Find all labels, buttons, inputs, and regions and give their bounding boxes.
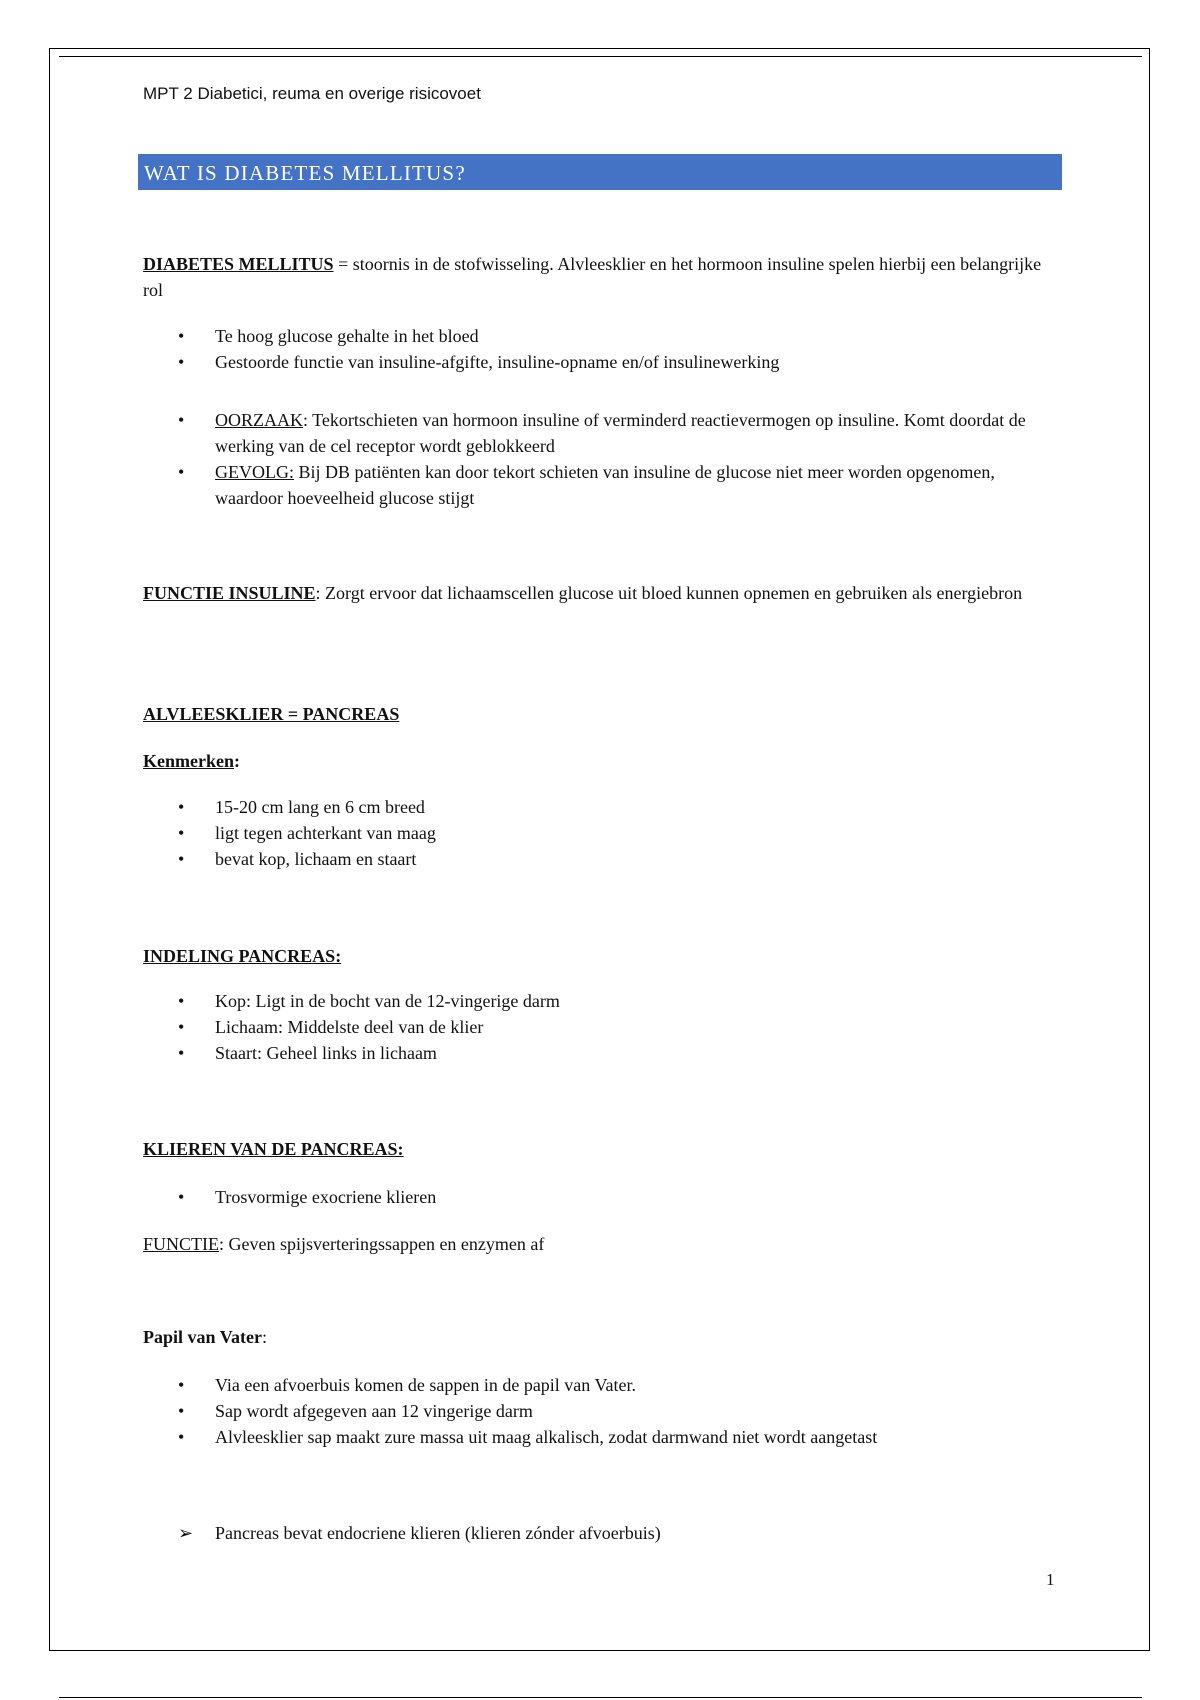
insuline-function: [143, 580, 1063, 606]
insuline-label: FUNCTIE INSULINE: [143, 583, 316, 603]
list-item: ➢ Pancreas bevat endocriene klieren (klieren zónder afvoerbuis): [143, 1520, 1063, 1546]
bullet-icon: •: [178, 1043, 185, 1063]
klieren-list: [143, 1184, 1063, 1210]
indeling-list: [143, 988, 1063, 1066]
list-item: • 15-20 cm lang en 6 cm breed: [143, 794, 1063, 820]
bullet-icon: •: [178, 326, 185, 346]
list-item: • ligt tegen achterkant van maag: [143, 820, 1063, 846]
bullet-icon: •: [178, 1017, 185, 1037]
list-item: • Alvleesklier sap maakt zure massa uit maag alkalisch, zodat darmwand niet wordt aangetast: [143, 1424, 1063, 1450]
dm-term: DIABETES MELLITUS: [143, 254, 334, 274]
list-item: • Trosvormige exocriene klieren: [143, 1184, 1063, 1210]
bullet-icon: •: [178, 991, 185, 1011]
section-title: WAT IS DIABETES MELLITUS?: [144, 161, 466, 185]
bullet-icon: •: [178, 1427, 185, 1447]
bullet-icon: •: [178, 797, 185, 817]
bullet-icon: •: [178, 1401, 185, 1421]
bullet-icon: •: [178, 352, 185, 372]
document-header: MPT 2 Diabetici, reuma en overige risicovoet: [143, 84, 481, 103]
list-item: • Te hoog glucose gehalte in het bloed: [143, 323, 1063, 349]
dm-bullets: [143, 323, 1063, 375]
dm-cause-effect: [143, 407, 1063, 511]
bottom-rule: [59, 1697, 1142, 1698]
list-item: • Staart: Geheel links in lichaam: [143, 1040, 1063, 1066]
endocrien-note: [143, 1520, 1063, 1546]
kenmerken-list: [143, 794, 1063, 872]
list-item-oorzaak: • OORZAAK: Tekortschieten van hormoon insuline of verminderd reactievermogen op insuline. Komt doordat de werking van de cel receptor wordt geblokkeerd: [143, 407, 1063, 459]
pancreas-heading: ALVLEESKLIER = PANCREAS: [143, 704, 400, 724]
bullet-icon: •: [178, 410, 185, 430]
list-item: • Kop: Ligt in de bocht van de 12-vingerige darm: [143, 988, 1063, 1014]
section-banner: [138, 154, 1062, 190]
klieren-heading: KLIEREN VAN DE PANCREAS:: [143, 1139, 404, 1159]
papil-list: [143, 1372, 1063, 1450]
kenmerken-label: Kenmerken:: [143, 751, 240, 771]
bullet-icon: •: [178, 1375, 185, 1395]
bullet-icon: •: [178, 849, 185, 869]
list-item: • bevat kop, lichaam en staart: [143, 846, 1063, 872]
insuline-text: : Zorgt ervoor dat lichaamscellen glucose uit bloed kunnen opnemen en gebruiken als energiebron: [315, 583, 1023, 603]
dm-definition: [143, 251, 1063, 303]
klieren-functie: FUNCTIE: Geven spijsverteringssappen en enzymen af: [143, 1234, 545, 1254]
list-item-gevolg: • GEVOLG: Bij DB patiënten kan door tekort schieten van insuline de glucose niet meer worden opgenomen, waardoor hoeveelheid glucose stijgt: [143, 459, 1063, 511]
page-number: 1: [1046, 1570, 1055, 1589]
arrow-bullet-icon: ➢: [178, 1523, 194, 1543]
list-item: • Lichaam: Middelste deel van de klier: [143, 1014, 1063, 1040]
list-item: • Sap wordt afgegeven aan 12 vingerige darm: [143, 1398, 1063, 1424]
page-border-inner-line: [59, 56, 1142, 57]
list-item: • Via een afvoerbuis komen de sappen in de papil van Vater.: [143, 1372, 1063, 1398]
list-item: • Gestoorde functie van insuline-afgifte, insuline-opname en/of insulinewerking: [143, 349, 1063, 375]
bullet-icon: •: [178, 1187, 185, 1207]
indeling-heading: INDELING PANCREAS:: [143, 946, 342, 966]
papil-label: Papil van Vater:: [143, 1327, 268, 1347]
bullet-icon: •: [178, 462, 185, 482]
dm-definition-text: = stoornis in de stofwisseling. Alvleesklier en het hormoon insuline spelen hierbij een belangrijke rol: [143, 254, 1042, 300]
bullet-icon: •: [178, 823, 185, 843]
